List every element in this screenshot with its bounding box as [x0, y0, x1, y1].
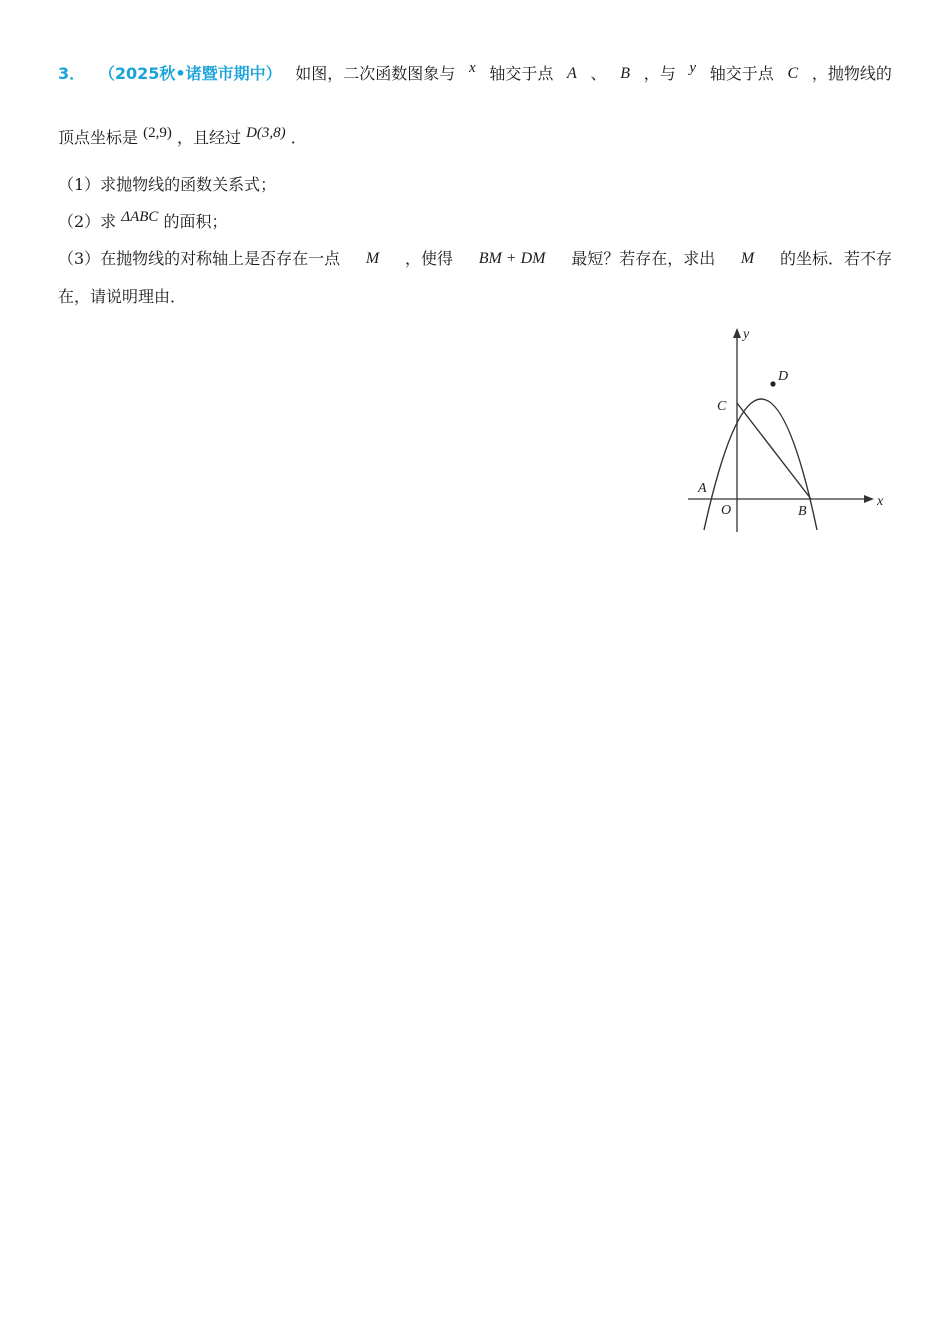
point-d-coordinates: D(3,8) — [246, 125, 286, 141]
point-m: M — [365, 250, 380, 267]
problem-text: ． — [290, 128, 307, 147]
question-3-text: 在，请说明理由． — [58, 287, 187, 306]
problem-line-2 — [58, 125, 307, 149]
segment-cb — [737, 403, 811, 499]
problem-text: ，与 — [643, 64, 676, 83]
problem-line-1 — [58, 60, 892, 84]
parabola-figure — [686, 322, 892, 534]
label-y: y — [743, 327, 750, 342]
label-b: B — [798, 504, 807, 519]
problem-text: 如图，二次函数图象与 — [295, 64, 456, 83]
separator: 、 — [590, 64, 607, 83]
question-1-text: （1）求抛物线的函数关系式； — [58, 175, 277, 194]
problem-text: ，抛物线的 — [811, 64, 892, 83]
point-m: M — [740, 250, 755, 267]
triangle-abc: ΔABC — [121, 209, 159, 225]
x-axis-arrow — [864, 495, 874, 503]
label-a: A — [698, 481, 707, 496]
question-3-text: 最短？若存在，求出 — [571, 249, 716, 268]
problem-text: 轴交于点 — [709, 64, 774, 83]
point-b: B — [620, 65, 630, 82]
question-1 — [58, 175, 276, 195]
y-axis-arrow — [733, 328, 741, 338]
question-2 — [58, 209, 228, 233]
label-o: O — [721, 503, 732, 518]
problem-text: 轴交于点 — [489, 64, 554, 83]
y-variable: y — [689, 60, 697, 76]
x-variable: x — [468, 60, 476, 76]
question-2-text: （2）求 — [58, 212, 117, 231]
bm-dm-expression: BM + DM — [478, 250, 546, 267]
question-3-text: ，使得 — [404, 249, 453, 268]
point-d-dot — [770, 381, 775, 386]
question-3 — [58, 249, 892, 269]
problem-text: ，且经过 — [176, 128, 241, 147]
label-d: D — [778, 369, 789, 384]
point-a: A — [567, 65, 577, 82]
problem-text: 顶点坐标是 — [58, 128, 139, 147]
question-3-text: 的坐标．若不存 — [779, 249, 892, 268]
question-2-text: 的面积； — [163, 212, 228, 231]
label-c: C — [717, 399, 727, 414]
label-x: x — [877, 494, 884, 509]
vertex-coordinates: (2,9) — [143, 125, 172, 141]
question-3-continued — [58, 287, 186, 307]
problem-number: 3． — [58, 64, 86, 83]
problem-source: （2025秋•诸暨市期中） — [98, 64, 282, 83]
point-c: C — [787, 65, 799, 82]
question-3-text: （3）在抛物线的对称轴上是否存在一点 — [58, 249, 341, 268]
